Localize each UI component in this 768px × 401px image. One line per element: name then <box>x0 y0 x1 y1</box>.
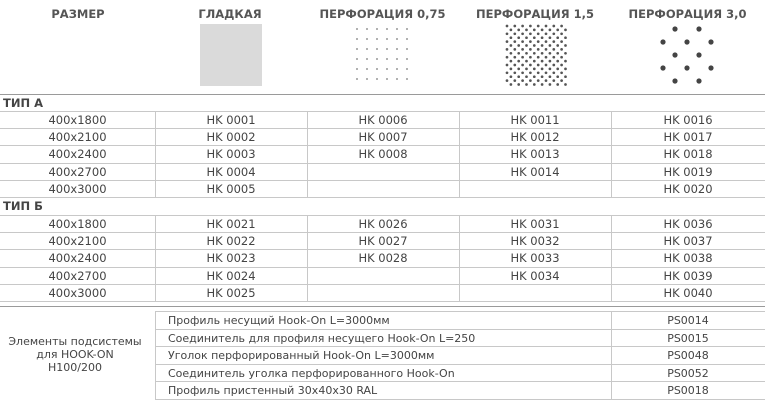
column-divider <box>307 111 308 197</box>
type-a-title: ТИП А <box>3 96 43 110</box>
article-cell: HK 0006 <box>358 113 408 127</box>
type-b-title: ТИП Б <box>3 199 43 213</box>
article-cell: HK 0032 <box>510 234 560 249</box>
size-cell: 400x3000 <box>48 285 107 300</box>
size-cell: 400x3000 <box>48 181 107 196</box>
column-divider <box>459 215 460 301</box>
article-cell: HK 0033 <box>510 251 560 266</box>
article-cell: HK 0018 <box>663 147 713 162</box>
column-divider <box>307 215 308 301</box>
column-divider <box>155 311 156 399</box>
size-cell: 400x2700 <box>48 164 107 179</box>
row-divider <box>0 301 765 302</box>
article-cell: HK 0023 <box>206 251 256 266</box>
header-size: РАЗМЕР <box>51 7 105 21</box>
column-divider <box>611 111 612 197</box>
article-cell: HK 0040 <box>663 285 713 300</box>
subsystem-item-code: PS0014 <box>667 314 709 327</box>
article-cell: HK 0037 <box>663 234 713 249</box>
article-cell: HK 0011 <box>510 113 560 127</box>
article-cell <box>459 181 611 198</box>
article-cell: HK 0008 <box>358 147 408 162</box>
article-cell <box>459 285 611 302</box>
header-perf-15: ПЕРФОРАЦИЯ 1,5 <box>476 7 594 21</box>
column-divider <box>459 111 460 197</box>
column-divider <box>611 215 612 301</box>
subsystem-item-name: Соединитель для профиля несущего Hook-On L=250 <box>168 331 476 345</box>
article-cell: HK 0028 <box>358 251 408 266</box>
divider <box>0 94 765 95</box>
size-cell: 400x2700 <box>48 268 107 283</box>
size-cell: 400x1800 <box>48 113 107 127</box>
divider <box>0 306 765 307</box>
article-cell <box>307 164 459 181</box>
article-cell: HK 0013 <box>510 147 560 162</box>
subsystem-item-code: PS0015 <box>667 331 709 345</box>
perforation-075-swatch <box>352 24 414 86</box>
column-divider <box>611 311 612 399</box>
header-perf-30: ПЕРФОРАЦИЯ 3,0 <box>628 7 747 21</box>
subsystem-label-line1: Элементы подсистемы <box>8 335 142 348</box>
article-cell: HK 0024 <box>206 268 256 283</box>
article-cell: HK 0007 <box>358 130 408 145</box>
article-cell: HK 0020 <box>663 181 713 196</box>
subsystem-item-name: Соединитель уголка перфорированного Hook-On <box>168 366 455 380</box>
article-cell: HK 0027 <box>358 234 408 249</box>
article-cell: HK 0039 <box>663 268 713 283</box>
article-cell: HK 0001 <box>206 113 256 127</box>
article-cell: HK 0022 <box>206 234 256 249</box>
article-cell: HK 0019 <box>663 164 713 179</box>
size-cell: 400x2400 <box>48 147 107 162</box>
article-cell: HK 0038 <box>663 251 713 266</box>
subsystem-label-line2: для HOOK-ON <box>36 348 114 361</box>
article-cell <box>307 268 459 285</box>
perforation-30-swatch <box>656 24 718 86</box>
article-cell: HK 0005 <box>206 181 256 196</box>
subsystem-item-code: PS0052 <box>667 366 709 380</box>
article-cell: HK 0014 <box>510 164 560 179</box>
size-cell: 400x2400 <box>48 251 107 266</box>
article-cell: HK 0036 <box>663 217 713 231</box>
subsystem-item-name: Профиль несущий Hook-On L=3000мм <box>168 314 390 327</box>
column-divider <box>155 111 156 197</box>
article-cell <box>307 181 459 198</box>
subsystem-item-code: PS0018 <box>667 384 709 398</box>
article-cell: HK 0026 <box>358 217 408 231</box>
article-cell: HK 0034 <box>510 268 560 283</box>
subsystem-item-name: Уголок перфорированный Hook-On L=3000мм <box>168 349 435 363</box>
subsystem-item-code: PS0048 <box>667 349 709 363</box>
article-cell: HK 0017 <box>663 130 713 145</box>
header-perf-075: ПЕРФОРАЦИЯ 0,75 <box>319 7 446 21</box>
size-cell: 400x1800 <box>48 217 107 231</box>
article-cell: HK 0002 <box>206 130 256 145</box>
article-cell <box>307 285 459 302</box>
article-cell: HK 0031 <box>510 217 560 231</box>
perforation-15-swatch <box>505 24 567 86</box>
subsystem-item-name: Профиль пристенный 30x40x30 RAL <box>168 384 378 398</box>
row-divider <box>155 399 765 400</box>
article-cell: HK 0003 <box>206 147 256 162</box>
article-cell: HK 0025 <box>206 285 256 300</box>
subsystem-label-line3: H100/200 <box>48 361 102 374</box>
size-cell: 400x2100 <box>48 234 107 249</box>
article-cell: HK 0012 <box>510 130 560 145</box>
article-cell: HK 0021 <box>206 217 256 231</box>
size-cell: 400x2100 <box>48 130 107 145</box>
column-divider <box>155 215 156 301</box>
article-cell: HK 0004 <box>206 164 256 179</box>
header-smooth: ГЛАДКАЯ <box>198 7 262 21</box>
article-cell: HK 0016 <box>663 113 713 127</box>
row-divider <box>0 197 765 198</box>
smooth-panel-swatch <box>200 24 262 86</box>
